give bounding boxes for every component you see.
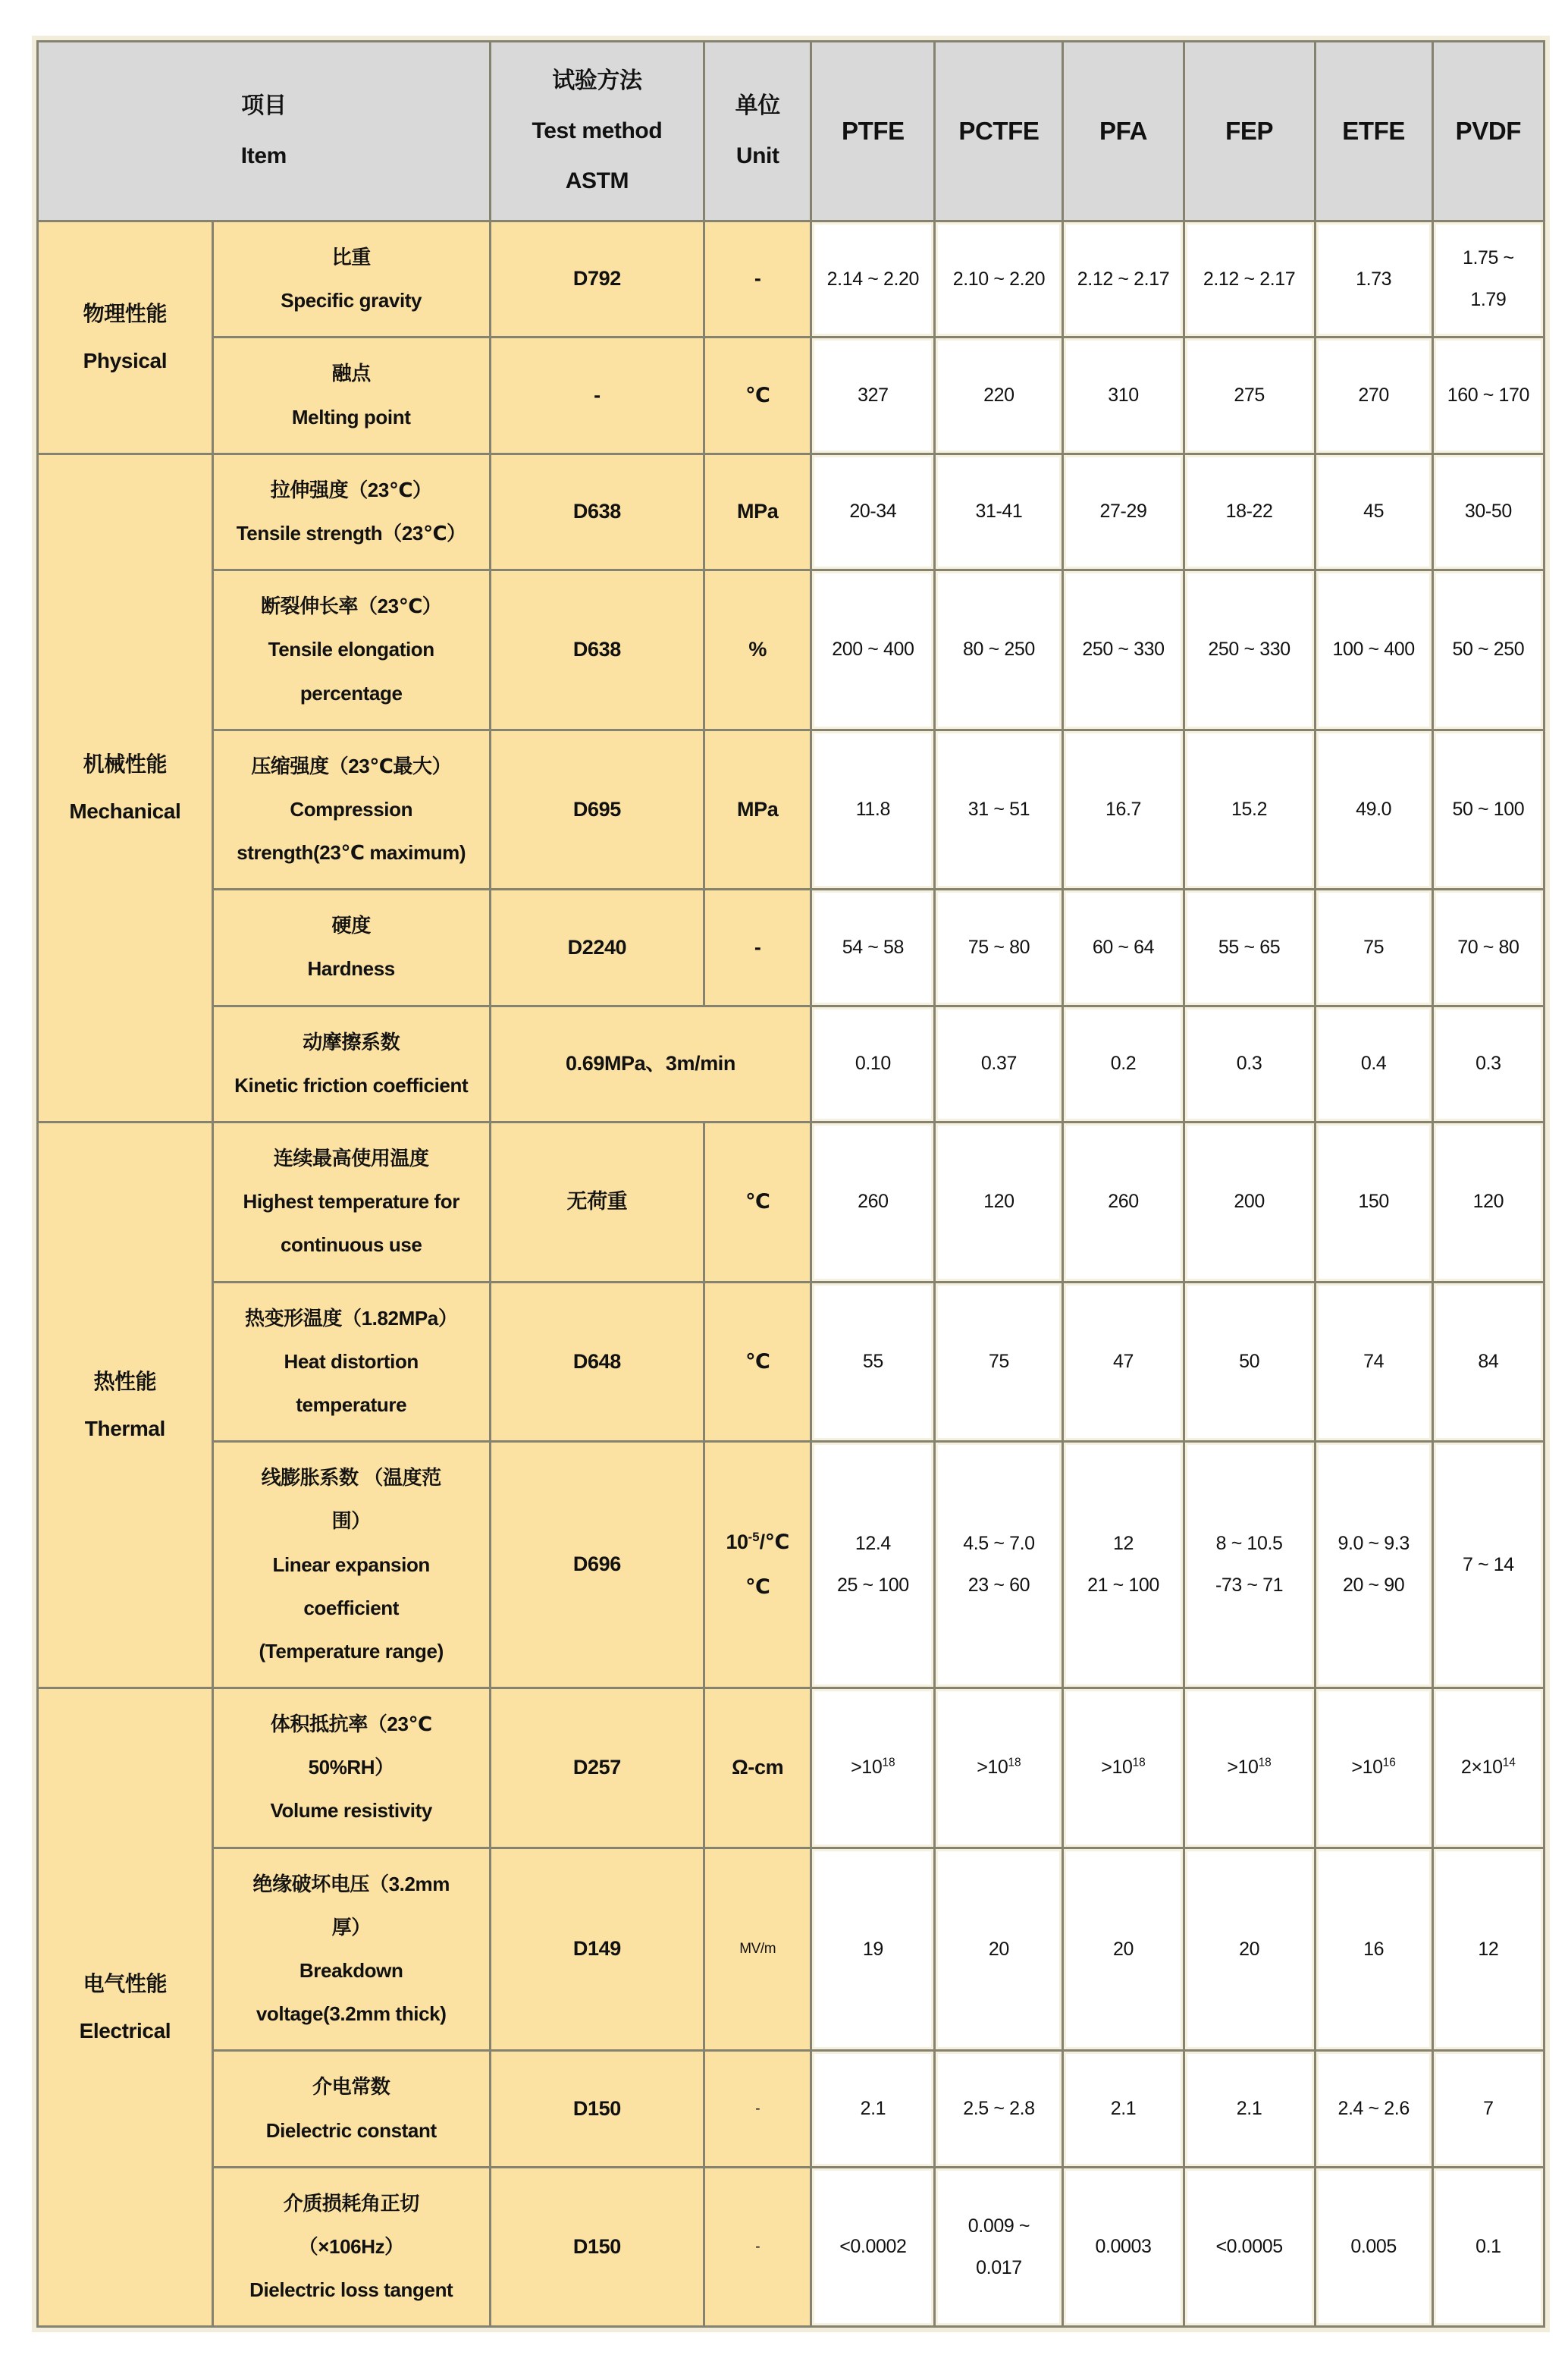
table-row	[38, 2167, 1544, 2327]
value-cell-pfa: 250 ~ 330	[1063, 570, 1184, 730]
item-cell: 硬度 Hardness	[212, 890, 490, 1006]
value-cell-pfa: 20	[1063, 1848, 1184, 2051]
value-cell-pfa: 60 ~ 64	[1063, 890, 1184, 1006]
table-row	[38, 1282, 1544, 1442]
value-cell-pvdf: $2\times 10^{14}$	[1432, 1688, 1544, 1848]
value-cell-pvdf: 0.1	[1432, 2167, 1544, 2327]
value-cell-fep: 275	[1184, 338, 1315, 454]
method-cell: D638	[490, 454, 704, 570]
value-cell-fep: 8 ~ 10.5 -73 ~ 71	[1184, 1442, 1315, 1688]
value-cell-etfe: 270	[1315, 338, 1432, 454]
item-cell: 融点 Melting point	[212, 338, 490, 454]
value-cell-etfe: 74	[1315, 1282, 1432, 1442]
value-cell-pctfe: 120	[935, 1122, 1063, 1283]
value-cell-etfe: 150	[1315, 1122, 1432, 1283]
value-cell-fep: 55 ~ 65	[1184, 890, 1315, 1006]
method-cell: D150	[490, 2051, 704, 2167]
value-cell-ptfe: $>10^{18}$	[811, 1688, 935, 1848]
method-cell: D257	[490, 1688, 704, 1848]
value-cell-pvdf: 7	[1432, 2051, 1544, 2167]
value-cell-pvdf: 0.3	[1432, 1006, 1544, 1122]
value-cell-pctfe: 75 ~ 80	[935, 890, 1063, 1006]
table-row	[38, 221, 1544, 338]
unit-cell: MPa	[704, 730, 811, 890]
item-cell: 体积抵抗率（23℃ 50%RH） Volume resistivity	[212, 1688, 490, 1848]
unit-cell: ℃	[704, 1122, 811, 1283]
value-cell-pctfe: 2.5 ~ 2.8	[935, 2051, 1063, 2167]
value-cell-pfa: 310	[1063, 338, 1184, 454]
item-cell: 比重 Specific gravity	[212, 221, 490, 338]
value-cell-etfe: 16	[1315, 1848, 1432, 2051]
value-cell-fep: 2.12 ~ 2.17	[1184, 221, 1315, 338]
value-cell-pctfe: 80 ~ 250	[935, 570, 1063, 730]
value-cell-ptfe: 12.4 25 ~ 100	[811, 1442, 935, 1688]
table-row	[38, 1688, 1544, 1848]
header-unit: 单位 Unit	[704, 42, 811, 221]
value-cell-pctfe: 4.5 ~ 7.0 23 ~ 60	[935, 1442, 1063, 1688]
method-cell: D696	[490, 1442, 704, 1688]
value-cell-fep: 200	[1184, 1122, 1315, 1283]
value-cell-ptfe: <0.0002	[811, 2167, 935, 2327]
value-cell-pvdf: 12	[1432, 1848, 1544, 2051]
item-cell: 绝缘破坏电压（3.2mm 厚） Breakdown voltage(3.2mm thick)	[212, 1848, 490, 2051]
value-cell-pvdf: 30-50	[1432, 454, 1544, 570]
value-cell-ptfe: 54 ~ 58	[811, 890, 935, 1006]
method-cell: 无荷重	[490, 1122, 704, 1283]
value-cell-pfa: 0.2	[1063, 1006, 1184, 1122]
value-cell-fep: <0.0005	[1184, 2167, 1315, 2327]
item-cell: 断裂伸长率（23℃） Tensile elongation percentage	[212, 570, 490, 730]
value-cell-ptfe: 327	[811, 338, 935, 454]
unit-cell: $10^{-5}/℃$ ℃	[704, 1442, 811, 1688]
table-row	[38, 1006, 1544, 1122]
value-cell-pvdf: 84	[1432, 1282, 1544, 1442]
unit-cell: ℃	[704, 1282, 811, 1442]
table-row	[38, 2051, 1544, 2167]
table-row	[38, 730, 1544, 890]
unit-cell: -	[704, 221, 811, 338]
method-cell: D149	[490, 1848, 704, 2051]
value-cell-fep: $>10^{18}$	[1184, 1688, 1315, 1848]
method-cell: D2240	[490, 890, 704, 1006]
group-cell-0: 物理性能 Physical	[38, 221, 213, 454]
value-cell-pfa: 27-29	[1063, 454, 1184, 570]
column-header-pctfe: PCTFE	[935, 42, 1063, 221]
value-cell-pfa: 16.7	[1063, 730, 1184, 890]
method-cell: D695	[490, 730, 704, 890]
item-cell: 拉伸强度（23℃） Tensile strength（23℃）	[212, 454, 490, 570]
method-cell: D638	[490, 570, 704, 730]
method-cell: -	[490, 338, 704, 454]
value-cell-pfa: $>10^{18}$	[1063, 1688, 1184, 1848]
item-cell: 介电常数 Dielectric constant	[212, 2051, 490, 2167]
item-cell: 线膨胀系数 （温度范 围） Linear expansion coefficient (Temperature range)	[212, 1442, 490, 1688]
unit-cell: MPa	[704, 454, 811, 570]
value-cell-pctfe: 0.009 ~ 0.017	[935, 2167, 1063, 2327]
method-cell: D150	[490, 2167, 704, 2327]
value-cell-pvdf: 7 ~ 14	[1432, 1442, 1544, 1688]
table-row	[38, 570, 1544, 730]
value-cell-etfe: 45	[1315, 454, 1432, 570]
value-cell-etfe: 75	[1315, 890, 1432, 1006]
item-cell: 连续最高使用温度 Highest temperature for continuous use	[212, 1122, 490, 1283]
method-cell: D792	[490, 221, 704, 338]
value-cell-etfe: 49.0	[1315, 730, 1432, 890]
value-cell-pvdf: 160 ~ 170	[1432, 338, 1544, 454]
group-cell-1: 机械性能 Mechanical	[38, 454, 213, 1122]
value-cell-pctfe: 2.10 ~ 2.20	[935, 221, 1063, 338]
value-cell-fep: 0.3	[1184, 1006, 1315, 1122]
value-cell-etfe: $>10^{16}$	[1315, 1688, 1432, 1848]
column-header-fep: FEP	[1184, 42, 1315, 221]
value-cell-ptfe: 2.14 ~ 2.20	[811, 221, 935, 338]
fluoropolymer-properties-table	[36, 40, 1545, 2328]
column-header-etfe: ETFE	[1315, 42, 1432, 221]
unit-cell: ℃	[704, 338, 811, 454]
value-cell-ptfe: 200 ~ 400	[811, 570, 935, 730]
value-cell-pfa: 2.12 ~ 2.17	[1063, 221, 1184, 338]
value-cell-pvdf: 120	[1432, 1122, 1544, 1283]
value-cell-etfe: 2.4 ~ 2.6	[1315, 2051, 1432, 2167]
unit-cell: %	[704, 570, 811, 730]
value-cell-pvdf: 50 ~ 100	[1432, 730, 1544, 890]
value-cell-etfe: 9.0 ~ 9.3 20 ~ 90	[1315, 1442, 1432, 1688]
value-cell-ptfe: 19	[811, 1848, 935, 2051]
value-cell-ptfe: 20-34	[811, 454, 935, 570]
value-cell-etfe: 0.005	[1315, 2167, 1432, 2327]
value-cell-fep: 20	[1184, 1848, 1315, 2051]
method-cell: D648	[490, 1282, 704, 1442]
table-row	[38, 338, 1544, 454]
value-cell-pfa: 47	[1063, 1282, 1184, 1442]
table-row	[38, 1848, 1544, 2051]
value-cell-pctfe: 31 ~ 51	[935, 730, 1063, 890]
header-item: 项目 Item	[38, 42, 491, 221]
value-cell-pctfe: 31-41	[935, 454, 1063, 570]
value-cell-fep: 50	[1184, 1282, 1315, 1442]
table-row	[38, 454, 1544, 570]
value-cell-ptfe: 11.8	[811, 730, 935, 890]
value-cell-pctfe: 20	[935, 1848, 1063, 2051]
value-cell-pvdf: 70 ~ 80	[1432, 890, 1544, 1006]
item-cell: 热变形温度（1.82MPa） Heat distortion temperature	[212, 1282, 490, 1442]
value-cell-pfa: 12 21 ~ 100	[1063, 1442, 1184, 1688]
value-cell-pfa: 2.1	[1063, 2051, 1184, 2167]
value-cell-fep: 2.1	[1184, 2051, 1315, 2167]
column-header-pvdf: PVDF	[1432, 42, 1544, 221]
value-cell-pfa: 260	[1063, 1122, 1184, 1283]
group-cell-3: 电气性能 Electrical	[38, 1688, 213, 2327]
value-cell-ptfe: 2.1	[811, 2051, 935, 2167]
header-row	[38, 42, 1544, 221]
group-cell-2: 热性能 Thermal	[38, 1122, 213, 1688]
unit-cell: -	[704, 2051, 811, 2167]
value-cell-pvdf: 1.75 ~ 1.79	[1432, 221, 1544, 338]
value-cell-ptfe: 0.10	[811, 1006, 935, 1122]
table-row	[38, 890, 1544, 1006]
value-cell-ptfe: 55	[811, 1282, 935, 1442]
item-cell: 介质损耗角正切 （×106Hz） Dielectric loss tangent	[212, 2167, 490, 2327]
column-header-ptfe: PTFE	[811, 42, 935, 221]
value-cell-etfe: 100 ~ 400	[1315, 570, 1432, 730]
table-row	[38, 1442, 1544, 1688]
method-cell: 0.69MPa、3m/min	[490, 1006, 811, 1122]
value-cell-pctfe: 75	[935, 1282, 1063, 1442]
value-cell-fep: 18-22	[1184, 454, 1315, 570]
header-test-method: 试验方法 Test method ASTM	[490, 42, 704, 221]
unit-cell: Ω-cm	[704, 1688, 811, 1848]
item-cell: 压缩强度（23℃最大） Compression strength(23℃ maximum)	[212, 730, 490, 890]
item-cell: 动摩擦系数 Kinetic friction coefficient	[212, 1006, 490, 1122]
value-cell-pfa: 0.0003	[1063, 2167, 1184, 2327]
value-cell-pctfe: 0.37	[935, 1006, 1063, 1122]
unit-cell: -	[704, 2167, 811, 2327]
column-header-pfa: PFA	[1063, 42, 1184, 221]
unit-cell: MV/m	[704, 1848, 811, 2051]
value-cell-etfe: 0.4	[1315, 1006, 1432, 1122]
value-cell-fep: 250 ~ 330	[1184, 570, 1315, 730]
value-cell-pvdf: 50 ~ 250	[1432, 570, 1544, 730]
table-body	[38, 221, 1544, 2327]
value-cell-pctfe: 220	[935, 338, 1063, 454]
value-cell-fep: 15.2	[1184, 730, 1315, 890]
value-cell-ptfe: 260	[811, 1122, 935, 1283]
value-cell-pctfe: $>10^{18}$	[935, 1688, 1063, 1848]
table-row	[38, 1122, 1544, 1283]
unit-cell: -	[704, 890, 811, 1006]
value-cell-etfe: 1.73	[1315, 221, 1432, 338]
